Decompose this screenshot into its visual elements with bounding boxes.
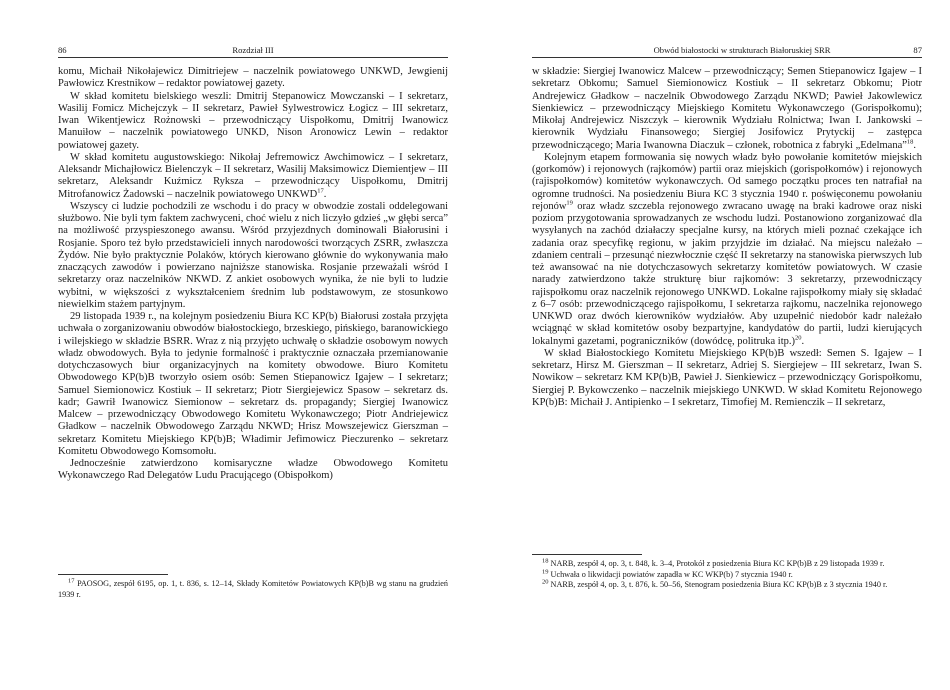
paragraph: Kolejnym etapem formowania się nowych władz było powołanie komitetów miejskich (gorkomów) i rejonowych (rajkomów) partii oraz miejskich (gorispołkomów) i rejonowych (rajispołkomów) komitetów wykonawczych. Od samego początku proces ten natrafiał na ogromne trudności. Na posiedzeniu Biura KC 3 stycznia 1940 r. poświęconemu powołaniu rejonów$^{19}$ oraz władz szczebla rejonowego zwracano uwagę na braki kadrowe oraz niski poziom przygotowania sprowadzanych ze wschodu ludzi. Postanowiono zorganizować dla wysyłanych na zachód działaczy specjalne kursy, na których mieli poznać czekające ich zadania oraz specyfikę regionu, w jakim przyjdzie im działać. Na miejscu należało – zdaniem centrali – przesunąć niezwłocznie część II sekretarzy na stanowiska pierwszych lub też awansować na nie dotychczasowych sekretarzy komitetów powiatowych. W czasie narady zatwierdzono także strukturę biur rajkomów: 3 sekretarzy, przewodniczący rajispołkomu oraz naczelnik rejonowego UNKWD. Lokalne rajispołkomy miały się składać z 6–7 osób: przewodniczącego rajispołkomu, I sekretarza rajkomu, naczelnika rejonowego UNKWD oraz dwóch kierowników wydziałów. Aby uzupełnić niedobór kadr należało wciągnąć w skład komitetów osoby bezpartyjne, kandydatów do partii, ludzi kierujących lokalnymi gazetami, pograniczników (dowódcę, politruka itp.)$^{20}$. — [532, 151, 922, 347]
right-footnotes — [532, 554, 922, 591]
footnote-ref[interactable]: 18 — [906, 138, 914, 145]
left-header-rule — [58, 57, 448, 58]
right-page — [532, 0, 922, 690]
right-running-title: Obwód białostocki w strukturach Białoruskiej SRR — [653, 45, 831, 55]
paragraph: W skład komitetu augustowskiego: Nikołaj Jefremowicz Awchimowicz – I sekretarz, Aleksandr Michajłowicz Bielenczyk – II sekretarz, Wasilij Maksimowicz Diemientjew – III sekretarz, Aleksandr Kuźmicz Ryksza – przewodniczący Uispołkomu, Dmitrij Mitrofanowicz Żadowski – naczelnik powiatowego UNKWD$^{17}$. — [58, 151, 448, 200]
paragraph: w składzie: Siergiej Iwanowicz Malcew – przewodniczący; Semen Stiepanowicz Igajew – I sekretarz Obkomu; Samuel Siemionowicz Kostiuk – II sekretarz Obkomu; Piotr Andrejewicz Gładkow – naczelnik Obwodowego Zarządu NKWD; Pawieł Jakowlewicz Sienkiewicz – przewodniczący Miejskiego Komitetu Wykonawczego (Gorispołkomu); Mikołaj Andrejewicz Niszczyk – kierownik Wydziału Rolnictwa; Iwan I. Jankowski – kierownik Wydziału Finansowego; Siergiej Josifowicz Prytyckij – zastępca przewodniczącego; Maria Iwanowna Diaczuk – członek, robotnica z fabryki „Edelmana”$^{18}$. — [532, 66, 922, 151]
paragraph: Wszyscy ci ludzie pochodzili ze wschodu i do pracy w obwodzie zostali oddelegowani służbowo. Nie byli tym faktem zachwyceni, choć wielu z nich liczyło gdzieś „w głębi serca” na możliwość przyspieszonego awansu. Wśród przyjezdnych dominowali Białorusini i Rosjanie. Sporo też było przedstawicieli innych narodowości tworzących ZSRR, zwłaszcza Żydów. Nie było praktycznie Polaków, których kierowano głównie do wykonywania mało znaczących zawodów i powierzano najniższe stanowiska. Rosjanie przeważali wśród I sekretarzy oraz naczelników NKWD. Z ankiet osobowych wynika, że nie byli to ludzie wybitni, w większości z wykształceniem średnim lub podstawowym, ze stosunkowo niewielkim stażem partyjnym. — [58, 200, 448, 310]
paragraph: Jednocześnie zatwierdzono komisaryczne władze Obwodowego Komitetu Wykonawczego Rad Delegatów Ludu Pracującego (Obispołkom) — [58, 458, 448, 482]
right-body-text — [532, 66, 922, 409]
footnote: $^{18}$ NARB, zespół 4, op. 3, t. 848, k. 3–4, Protokół z posiedzenia Biura KC KP(b)B z 29 listopada 1939 r. — [542, 557, 885, 568]
footnote-rule — [58, 574, 168, 575]
left-body-text — [58, 66, 448, 483]
left-running-title: Rozdział III — [232, 45, 274, 55]
left-footnotes — [58, 574, 448, 600]
paragraph: komu, Michaił Nikołajewicz Dimitriejew – naczelnik powiatowego UNKWD, Jewgienij Pawłowicz Krestnikow – redaktor powiatowej gazety. — [58, 66, 448, 90]
footnote-rule — [532, 554, 642, 555]
paragraph: W skład komitetu bielskiego weszli: Dmitrij Stepanowicz Mowczanski – I sekretarz, Wasilij Fomicz Michejczyk – II sekretarz, Pawieł Sylwestrowicz Łogicz – III sekretarz, Iwan Wikentjewicz Rożnowski – przewodniczący Uispołkomu, Dmitrij Iwanowicz Manuiłow – naczelnik powiatowego UNKD, Nison Aronowicz Lewin – redaktor powiatowej gazety. — [58, 90, 448, 151]
right-page-header — [532, 44, 922, 56]
footnote-ref[interactable]: 19 — [566, 199, 573, 207]
footnote: $^{17}$ PAOSOG, zespół 6195, op. 1, t. 836, s. 12–14, Składy Komitetów Powiatowych KP(b)B wg stanu na grudzień 1939 r. — [58, 577, 448, 599]
footnote: $^{20}$ NARB, zespół 4, op. 3, t. 876, k. 50–56, Stenogram posiedzenia Biura KC KP(b)B z 3 stycznia 1940 r. — [542, 578, 888, 589]
left-page — [58, 0, 448, 690]
paragraph: 29 listopada 1939 r., na kolejnym posiedzeniu Biura KC KP(b) Białorusi została przyjęta uchwała o zorganizowaniu obwodów białostockiego, brzeskiego, pińskiego, baranowickiego i wilejskiego w składzie BSRR. Wraz z nią przyjęto uchwałę o składzie osobowym nowych władz obwodowych. Była to jedynie formalność i praktycznie oznaczała przemianowanie dotychczasowych biur organizacyjnych na komitety obwodowe. Biuro Komitetu Obwodowego KP(b)B tworzyło osiem osób: Semen Stiepanowicz Igajew – I sekretarz; Samuel Siemionowicz Kostiuk – II sekretarz; Piotr Siergiejewicz Spasow – sekretarz ds. kadr; Gawrił Iwanowicz Siemionow – sekretarz ds. propagandy; Siergiej Iwanowicz Malcew – przewodniczący Obwodowego Komitetu Wykonawczego; Piotr Andriejewicz Gładkow – naczelnik Obwodowego Zarządu NKWD; Hrisz Mowszejewicz Gierszman – sekretarz Komitetu Miejskiego KP(b)B; Władimir Jefimowicz Pieczurenko – sekretarz Komitetu Obwodowego Komsomołu. — [58, 311, 448, 457]
footnote: $^{19}$ Uchwała o likwidacji powiatów zapadła w KC WKP(b) 7 stycznia 1940 r. — [542, 567, 793, 579]
left-page-header — [58, 44, 448, 56]
footnote-ref[interactable]: 20 — [795, 334, 802, 341]
right-page-number: 87 — [913, 45, 922, 55]
left-page-number: 86 — [58, 45, 67, 55]
paragraph: W skład Białostockiego Komitetu Miejskiego KP(b)B wszedł: Semen S. Igajew – I sekretarz, Hirsz M. Gierszman – II sekretarz, Adriej S. Siergiejew – III sekretarz, Iwan S. Nowikow – sekretarz KM KP(b)B, Pawieł J. Sienkiewicz – przewodniczący Gorispołkomu, Siergiej P. Bykowczenko – naczelnik miejskiego UNKWD. W skład Komitetu Rejonowego KP(b)B: Michaił J. Antipienko – I sekretarz, Timofiej M. Remienczik – II sekretarz, — [532, 347, 922, 408]
footnote-ref[interactable]: 17 — [317, 187, 324, 194]
right-header-rule — [532, 57, 922, 58]
